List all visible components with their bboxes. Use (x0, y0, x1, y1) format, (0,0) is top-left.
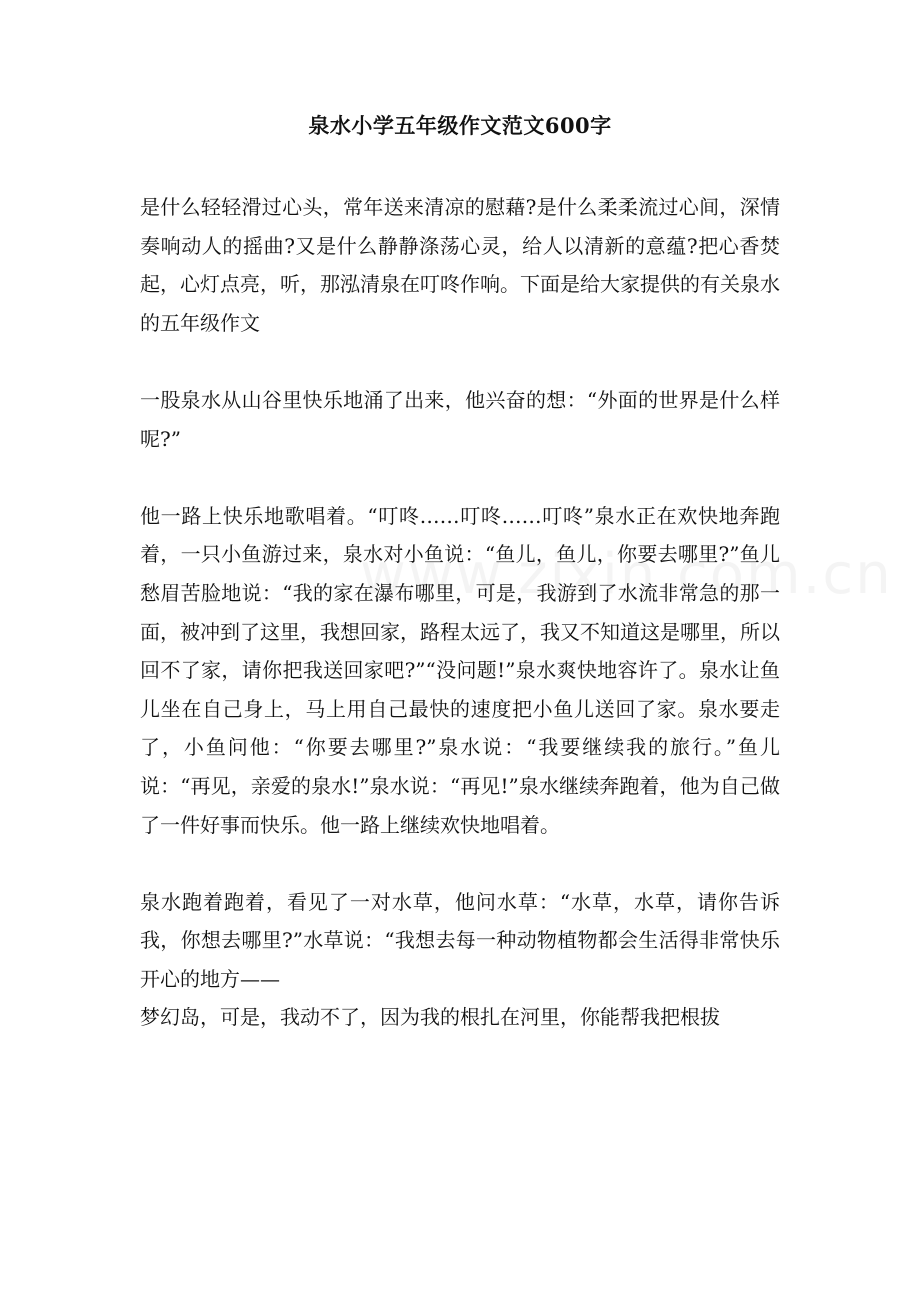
paragraph-3: 泉水跑着跑着，看见了一对水草，他问水草：“水草，水草，请你告诉我，你想去哪里?”水草说：“我想去每一种动物植物都会生活得非常快乐开心的地方—— (140, 889, 780, 991)
paragraph-1: 一股泉水从山谷里快乐地涌了出来，他兴奋的想：“外面的世界是什么样呢?” (140, 387, 780, 451)
paragraph-2: 他一路上快乐地歌唱着。“叮咚……叮咚……叮咚”泉水正在欢快地奔跑着，一只小鱼游过来，泉水对小鱼说：“鱼儿，鱼儿，你要去哪里?”鱼儿愁眉苦脸地说：“我的家在瀑布哪里，可是，我游到了水流非常急的那一面，被冲到了这里，我想回家，路程太远了，我又不知道这是哪里，所以回不了家，请你把我送回家吧?”“没问题!”泉水爽快地容许了。泉水让鱼儿坐在自己身上，马上用自己最快的速度把小鱼儿送回了家。泉水要走了，小鱼问他：“你要去哪里?”泉水说：“我要继续我的旅行。”鱼儿说：“再见，亲爱的泉水!”泉水说：“再见!”泉水继续奔跑着，他为自己做了一件好事而快乐。他一路上继续欢快地唱着。 (140, 503, 780, 837)
document-title: 泉水小学五年级作文范文600字 (308, 113, 612, 138)
paragraph-4: 梦幻岛，可是，我动不了，因为我的根扎在河里，你能帮我把根拔 (140, 1005, 720, 1030)
document-body (140, 188, 780, 1037)
paragraph-intro: 是什么轻轻滑过心头，常年送来清凉的慰藉?是什么柔柔流过心间，深情奏响动人的摇曲?又是什么静静涤荡心灵，给人以清新的意蕴?把心香焚起，心灯点亮，听，那泓清泉在叮咚作响。下面是给大家提供的有关泉水的五年级作文 (140, 195, 780, 335)
